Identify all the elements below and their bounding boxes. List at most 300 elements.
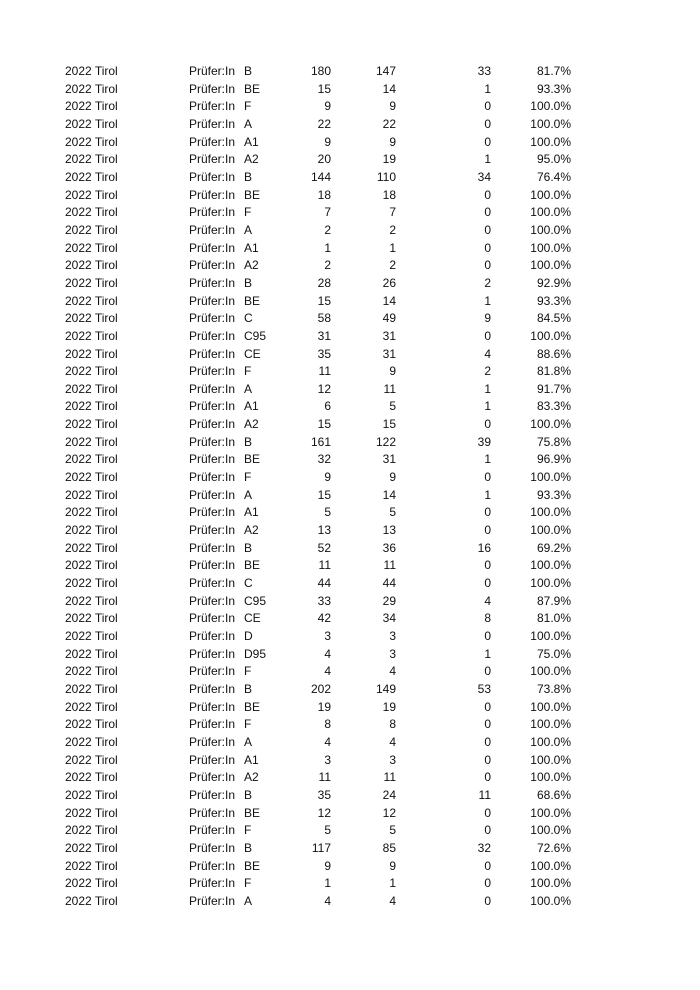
year-region-cell: 2022 Tirol <box>65 275 118 290</box>
failed-count-cell: 0 <box>484 576 491 591</box>
year-region-cell: 2022 Tirol <box>65 876 118 891</box>
pass-rate-cell: 72.6% <box>536 840 571 855</box>
license-class-cell: A <box>244 893 253 908</box>
table-row <box>62 610 571 628</box>
examiner-cell: Prüfer:In <box>189 646 236 661</box>
license-class-cell: F <box>244 205 252 220</box>
failed-count-cell: 34 <box>477 169 491 184</box>
total-count-cell: 7 <box>324 205 331 220</box>
failed-count-cell: 0 <box>484 629 491 643</box>
passed-count-cell: 4 <box>389 734 396 749</box>
total-count-cell: 15 <box>317 487 331 502</box>
year-region-cell: 2022 Tirol <box>65 116 118 131</box>
pass-rate-cell: 87.9% <box>536 593 571 608</box>
license-class-cell: A1 <box>244 240 259 255</box>
table-row <box>62 398 571 416</box>
failed-count-cell: 4 <box>484 346 491 361</box>
passed-count-cell: 31 <box>382 346 396 361</box>
examiner-cell: Prüfer:In <box>189 116 236 131</box>
pass-rate-cell: 100.0% <box>530 116 571 131</box>
year-region-cell: 2022 Tirol <box>65 646 118 661</box>
year-region-cell: 2022 Tirol <box>65 540 118 555</box>
table-row <box>62 204 571 222</box>
pass-rate-cell: 100.0% <box>530 576 571 591</box>
pass-rate-cell: 93.3% <box>536 293 571 308</box>
failed-count-cell: 1 <box>484 487 491 502</box>
year-region-cell: 2022 Tirol <box>65 558 118 573</box>
passed-count-cell: 14 <box>382 293 396 308</box>
table-row <box>62 628 571 646</box>
license-class-cell: CE <box>244 346 261 361</box>
examiner-cell: Prüfer:In <box>189 452 236 467</box>
license-class-cell: F <box>244 99 252 114</box>
failed-count-cell: 0 <box>484 752 491 767</box>
year-region-cell: 2022 Tirol <box>65 576 118 591</box>
license-class-cell: A1 <box>244 134 259 149</box>
passed-count-cell: 11 <box>383 770 396 785</box>
passed-count-cell: 22 <box>382 116 396 131</box>
failed-count-cell: 1 <box>484 293 491 308</box>
total-count-cell: 2 <box>324 222 331 237</box>
table-row <box>62 858 571 876</box>
license-class-cell: A2 <box>244 152 259 167</box>
year-region-cell: 2022 Tirol <box>65 399 118 414</box>
examiner-cell: Prüfer:In <box>189 81 236 96</box>
total-count-cell: 5 <box>324 823 331 838</box>
total-count-cell: 15 <box>317 417 331 432</box>
table-row <box>62 522 571 540</box>
failed-count-cell: 0 <box>484 134 491 149</box>
table-row <box>62 875 571 893</box>
pass-rate-cell: 76.4% <box>536 169 571 184</box>
failed-count-cell: 0 <box>484 876 491 891</box>
passed-count-cell: 3 <box>389 629 396 643</box>
year-region-cell: 2022 Tirol <box>65 81 118 96</box>
pass-rate-cell: 96.9% <box>536 452 571 467</box>
year-region-cell: 2022 Tirol <box>65 452 118 467</box>
year-region-cell: 2022 Tirol <box>65 752 118 767</box>
total-count-cell: 180 <box>310 64 331 78</box>
total-count-cell: 1 <box>324 240 331 255</box>
year-region-cell: 2022 Tirol <box>65 858 118 873</box>
license-class-cell: C95 <box>244 593 267 608</box>
failed-count-cell: 0 <box>484 328 491 343</box>
year-region-cell: 2022 Tirol <box>65 169 118 184</box>
table-row <box>62 769 571 787</box>
table-row <box>62 557 571 575</box>
table-row <box>62 381 571 399</box>
failed-count-cell: 9 <box>484 311 491 326</box>
examiner-cell: Prüfer:In <box>189 381 236 396</box>
license-class-cell: BE <box>244 452 261 467</box>
table-row <box>62 540 571 558</box>
passed-count-cell: 31 <box>382 452 396 467</box>
total-count-cell: 1 <box>324 876 331 891</box>
year-region-cell: 2022 Tirol <box>65 487 118 502</box>
pass-rate-cell: 100.0% <box>530 187 571 202</box>
total-count-cell: 52 <box>317 540 331 555</box>
failed-count-cell: 0 <box>484 187 491 202</box>
examiner-cell: Prüfer:In <box>189 805 236 820</box>
year-region-cell: 2022 Tirol <box>65 293 118 308</box>
table-row <box>62 257 571 275</box>
examiner-cell: Prüfer:In <box>189 240 236 255</box>
examiner-cell: Prüfer:In <box>189 99 236 114</box>
examiner-cell: Prüfer:In <box>189 293 236 308</box>
passed-count-cell: 9 <box>389 134 396 149</box>
table-row <box>62 275 571 293</box>
examiner-cell: Prüfer:In <box>189 169 236 184</box>
failed-count-cell: 0 <box>484 558 491 573</box>
license-class-cell: A <box>244 381 253 396</box>
table-row <box>62 222 571 240</box>
table-row <box>62 346 571 364</box>
year-region-cell: 2022 Tirol <box>65 823 118 838</box>
failed-count-cell: 0 <box>484 734 491 749</box>
examiner-cell: Prüfer:In <box>189 734 236 749</box>
table-row <box>62 116 571 134</box>
failed-count-cell: 1 <box>484 152 491 167</box>
examiner-cell: Prüfer:In <box>189 699 236 714</box>
failed-count-cell: 0 <box>484 893 491 908</box>
pass-rate-cell: 100.0% <box>530 858 571 873</box>
passed-count-cell: 149 <box>375 681 396 696</box>
pass-rate-cell: 100.0% <box>530 470 571 485</box>
year-region-cell: 2022 Tirol <box>65 699 118 714</box>
total-count-cell: 11 <box>318 558 331 573</box>
passed-count-cell: 31 <box>382 328 396 343</box>
table-row <box>62 134 571 152</box>
passed-count-cell: 14 <box>382 81 396 96</box>
license-class-cell: B <box>244 681 253 696</box>
year-region-cell: 2022 Tirol <box>65 840 118 855</box>
license-class-cell: B <box>244 434 253 449</box>
table-row <box>62 98 571 116</box>
failed-count-cell: 0 <box>484 116 491 131</box>
passed-count-cell: 19 <box>382 152 396 167</box>
examiner-cell: Prüfer:In <box>189 558 236 573</box>
passed-count-cell: 4 <box>389 664 396 679</box>
license-class-cell: A1 <box>244 399 259 414</box>
passed-count-cell: 3 <box>389 752 396 767</box>
pass-rate-cell: 88.6% <box>536 346 571 361</box>
year-region-cell: 2022 Tirol <box>65 64 118 78</box>
year-region-cell: 2022 Tirol <box>65 681 118 696</box>
year-region-cell: 2022 Tirol <box>65 593 118 608</box>
year-region-cell: 2022 Tirol <box>65 417 118 432</box>
pass-rate-cell: 95.0% <box>536 152 571 167</box>
total-count-cell: 20 <box>317 152 331 167</box>
pass-rate-cell: 100.0% <box>530 205 571 220</box>
examiner-cell: Prüfer:In <box>189 364 236 379</box>
year-region-cell: 2022 Tirol <box>65 99 118 114</box>
examiner-cell: Prüfer:In <box>189 664 236 679</box>
pass-rate-cell: 100.0% <box>530 505 571 520</box>
year-region-cell: 2022 Tirol <box>65 205 118 220</box>
year-region-cell: 2022 Tirol <box>65 629 118 643</box>
total-count-cell: 11 <box>318 364 331 379</box>
table-row <box>62 187 571 205</box>
pass-rate-cell: 69.2% <box>536 540 571 555</box>
pass-rate-cell: 93.3% <box>536 81 571 96</box>
pass-rate-cell: 83.3% <box>536 399 571 414</box>
total-count-cell: 15 <box>317 81 331 96</box>
pass-rate-cell: 68.6% <box>536 787 571 802</box>
failed-count-cell: 33 <box>477 64 491 78</box>
year-region-cell: 2022 Tirol <box>65 258 118 273</box>
total-count-cell: 9 <box>324 99 331 114</box>
results-table <box>62 63 571 911</box>
passed-count-cell: 147 <box>375 64 396 78</box>
failed-count-cell: 0 <box>484 770 491 785</box>
year-region-cell: 2022 Tirol <box>65 187 118 202</box>
passed-count-cell: 15 <box>382 417 396 432</box>
table-row <box>62 646 571 664</box>
failed-count-cell: 1 <box>484 452 491 467</box>
examiner-cell: Prüfer:In <box>189 893 236 908</box>
examiner-cell: Prüfer:In <box>189 540 236 555</box>
table-row <box>62 805 571 823</box>
license-class-cell: F <box>244 717 252 732</box>
passed-count-cell: 49 <box>382 311 396 326</box>
passed-count-cell: 29 <box>382 593 396 608</box>
examiner-cell: Prüfer:In <box>189 187 236 202</box>
total-count-cell: 5 <box>324 505 331 520</box>
passed-count-cell: 1 <box>389 240 396 255</box>
table-row <box>62 734 571 752</box>
total-count-cell: 31 <box>317 328 331 343</box>
failed-count-cell: 32 <box>477 840 491 855</box>
table-row <box>62 451 571 469</box>
passed-count-cell: 11 <box>383 558 396 573</box>
failed-count-cell: 0 <box>484 805 491 820</box>
table-row <box>62 787 571 805</box>
total-count-cell: 6 <box>324 399 331 414</box>
license-class-cell: F <box>244 664 252 679</box>
passed-count-cell: 5 <box>389 823 396 838</box>
total-count-cell: 42 <box>317 611 331 626</box>
pass-rate-cell: 100.0% <box>530 240 571 255</box>
total-count-cell: 32 <box>317 452 331 467</box>
failed-count-cell: 2 <box>484 364 491 379</box>
examiner-cell: Prüfer:In <box>189 346 236 361</box>
passed-count-cell: 85 <box>382 840 396 855</box>
pass-rate-cell: 100.0% <box>530 734 571 749</box>
license-class-cell: A2 <box>244 770 259 785</box>
total-count-cell: 35 <box>317 346 331 361</box>
license-class-cell: A2 <box>244 258 259 273</box>
failed-count-cell: 11 <box>478 787 491 802</box>
failed-count-cell: 4 <box>484 593 491 608</box>
pass-rate-cell: 91.7% <box>536 381 571 396</box>
pass-rate-cell: 100.0% <box>530 134 571 149</box>
table-row <box>62 716 571 734</box>
license-class-cell: C <box>244 576 253 591</box>
passed-count-cell: 2 <box>389 222 396 237</box>
pass-rate-cell: 92.9% <box>536 275 571 290</box>
year-region-cell: 2022 Tirol <box>65 222 118 237</box>
pass-rate-cell: 100.0% <box>530 893 571 908</box>
pass-rate-cell: 75.8% <box>536 434 571 449</box>
license-class-cell: A1 <box>244 505 259 520</box>
table-row <box>62 416 571 434</box>
year-region-cell: 2022 Tirol <box>65 770 118 785</box>
license-class-cell: CE <box>244 611 261 626</box>
passed-count-cell: 1 <box>389 876 396 891</box>
examiner-cell: Prüfer:In <box>189 876 236 891</box>
total-count-cell: 161 <box>310 434 331 449</box>
total-count-cell: 4 <box>324 734 331 749</box>
year-region-cell: 2022 Tirol <box>65 346 118 361</box>
table-row <box>62 840 571 858</box>
license-class-cell: F <box>244 823 252 838</box>
pass-rate-cell: 100.0% <box>530 717 571 732</box>
license-class-cell: B <box>244 840 253 855</box>
total-count-cell: 58 <box>317 311 331 326</box>
table-row <box>62 699 571 717</box>
pass-rate-cell: 100.0% <box>530 876 571 891</box>
passed-count-cell: 19 <box>382 699 396 714</box>
pass-rate-cell: 100.0% <box>530 823 571 838</box>
examiner-cell: Prüfer:In <box>189 434 236 449</box>
license-class-cell: BE <box>244 805 261 820</box>
year-region-cell: 2022 Tirol <box>65 134 118 149</box>
year-region-cell: 2022 Tirol <box>65 152 118 167</box>
examiner-cell: Prüfer:In <box>189 611 236 626</box>
pass-rate-cell: 100.0% <box>530 752 571 767</box>
passed-count-cell: 8 <box>389 717 396 732</box>
examiner-cell: Prüfer:In <box>189 858 236 873</box>
license-class-cell: A <box>244 487 253 502</box>
year-region-cell: 2022 Tirol <box>65 787 118 802</box>
passed-count-cell: 14 <box>382 487 396 502</box>
total-count-cell: 28 <box>317 275 331 290</box>
table-row <box>62 469 571 487</box>
total-count-cell: 35 <box>317 787 331 802</box>
examiner-cell: Prüfer:In <box>189 823 236 838</box>
table-row <box>62 593 571 611</box>
license-class-cell: D95 <box>244 646 267 661</box>
license-class-cell: B <box>244 169 253 184</box>
pass-rate-cell: 81.8% <box>536 364 571 379</box>
year-region-cell: 2022 Tirol <box>65 734 118 749</box>
failed-count-cell: 0 <box>484 205 491 220</box>
failed-count-cell: 16 <box>477 540 491 555</box>
year-region-cell: 2022 Tirol <box>65 664 118 679</box>
total-count-cell: 19 <box>317 699 331 714</box>
license-class-cell: B <box>244 64 253 78</box>
examiner-cell: Prüfer:In <box>189 417 236 432</box>
pass-rate-cell: 100.0% <box>530 258 571 273</box>
license-class-cell: A1 <box>244 752 259 767</box>
pass-rate-cell: 84.5% <box>536 311 571 326</box>
pass-rate-cell: 73.8% <box>536 681 571 696</box>
failed-count-cell: 0 <box>484 240 491 255</box>
examiner-cell: Prüfer:In <box>189 275 236 290</box>
failed-count-cell: 0 <box>484 664 491 679</box>
total-count-cell: 4 <box>324 893 331 908</box>
passed-count-cell: 12 <box>382 805 396 820</box>
examiner-cell: Prüfer:In <box>189 152 236 167</box>
table-row <box>62 293 571 311</box>
passed-count-cell: 36 <box>382 540 396 555</box>
examiner-cell: Prüfer:In <box>189 770 236 785</box>
pass-rate-cell: 100.0% <box>530 558 571 573</box>
year-region-cell: 2022 Tirol <box>65 328 118 343</box>
pass-rate-cell: 100.0% <box>530 99 571 114</box>
license-class-cell: A2 <box>244 417 259 432</box>
failed-count-cell: 0 <box>484 858 491 873</box>
examiner-cell: Prüfer:In <box>189 593 236 608</box>
year-region-cell: 2022 Tirol <box>65 434 118 449</box>
failed-count-cell: 0 <box>484 523 491 538</box>
total-count-cell: 3 <box>324 629 331 643</box>
pass-rate-cell: 100.0% <box>530 699 571 714</box>
table-row <box>62 310 571 328</box>
total-count-cell: 9 <box>324 470 331 485</box>
total-count-cell: 4 <box>324 664 331 679</box>
passed-count-cell: 44 <box>382 576 396 591</box>
passed-count-cell: 13 <box>382 523 396 538</box>
examiner-cell: Prüfer:In <box>189 717 236 732</box>
license-class-cell: B <box>244 787 253 802</box>
failed-count-cell: 0 <box>484 717 491 732</box>
passed-count-cell: 7 <box>389 205 396 220</box>
table-row <box>62 81 571 99</box>
failed-count-cell: 0 <box>484 99 491 114</box>
passed-count-cell: 34 <box>382 611 396 626</box>
pass-rate-cell: 100.0% <box>530 629 571 643</box>
year-region-cell: 2022 Tirol <box>65 893 118 908</box>
examiner-cell: Prüfer:In <box>189 222 236 237</box>
license-class-cell: F <box>244 470 252 485</box>
license-class-cell: C <box>244 311 253 326</box>
table-row <box>62 822 571 840</box>
total-count-cell: 13 <box>317 523 331 538</box>
failed-count-cell: 0 <box>484 823 491 838</box>
total-count-cell: 15 <box>317 293 331 308</box>
license-class-cell: F <box>244 876 252 891</box>
license-class-cell: B <box>244 275 253 290</box>
passed-count-cell: 122 <box>375 434 396 449</box>
total-count-cell: 117 <box>311 840 331 855</box>
license-class-cell: D <box>244 629 253 643</box>
pass-rate-cell: 100.0% <box>530 805 571 820</box>
passed-count-cell: 9 <box>389 470 396 485</box>
license-class-cell: A <box>244 116 253 131</box>
license-class-cell: B <box>244 540 253 555</box>
examiner-cell: Prüfer:In <box>189 470 236 485</box>
year-region-cell: 2022 Tirol <box>65 717 118 732</box>
examiner-cell: Prüfer:In <box>189 523 236 538</box>
pass-rate-cell: 93.3% <box>536 487 571 502</box>
failed-count-cell: 0 <box>484 258 491 273</box>
failed-count-cell: 53 <box>477 681 491 696</box>
examiner-cell: Prüfer:In <box>189 258 236 273</box>
year-region-cell: 2022 Tirol <box>65 364 118 379</box>
passed-count-cell: 11 <box>383 381 396 396</box>
total-count-cell: 4 <box>324 646 331 661</box>
total-count-cell: 22 <box>317 116 331 131</box>
examiner-cell: Prüfer:In <box>189 399 236 414</box>
passed-count-cell: 5 <box>389 399 396 414</box>
year-region-cell: 2022 Tirol <box>65 311 118 326</box>
failed-count-cell: 0 <box>484 505 491 520</box>
examiner-cell: Prüfer:In <box>189 487 236 502</box>
license-class-cell: A2 <box>244 523 259 538</box>
table-row <box>62 328 571 346</box>
license-class-cell: C95 <box>244 328 267 343</box>
